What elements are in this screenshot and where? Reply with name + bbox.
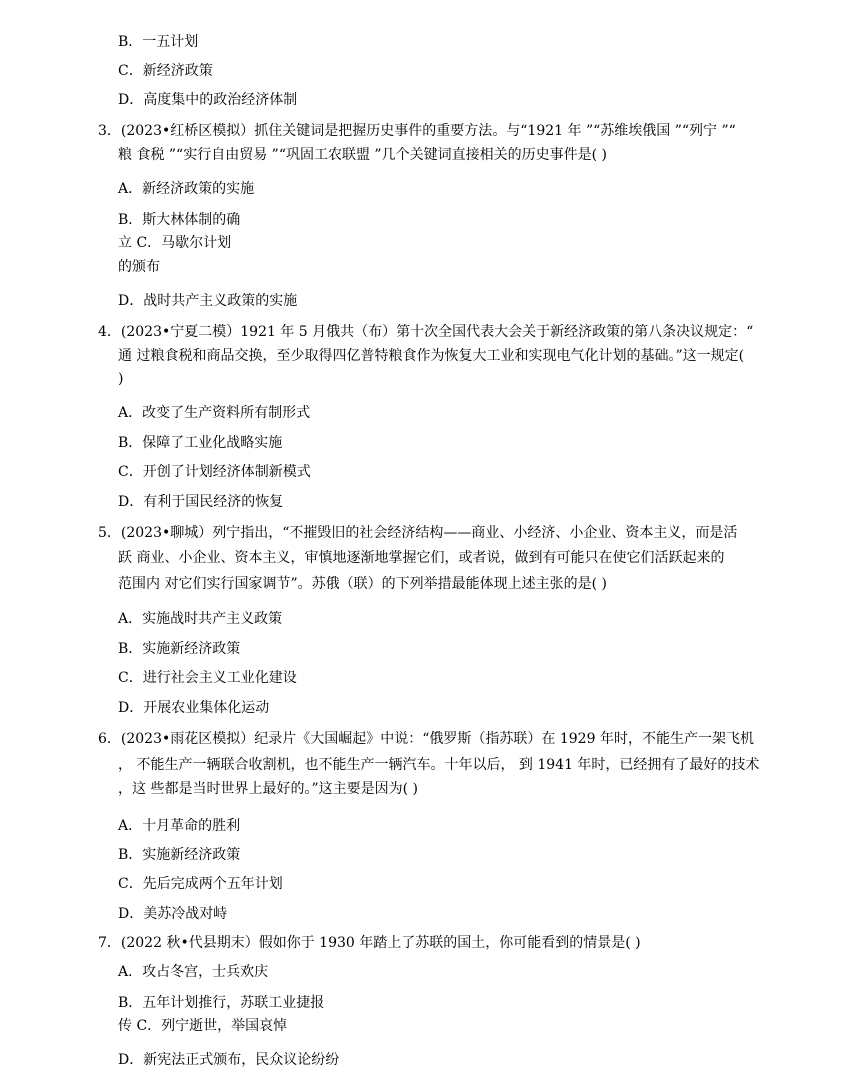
option-b: B．实施新经济政策	[118, 847, 241, 863]
option-b: B．五年计划推行，苏联工业捷报	[118, 995, 325, 1011]
question-3-stem-cont: 粮 食税 ”“实行自由贸易 ”“巩固工农联盟 ”几个关键词直接相关的历史事件是( )	[118, 147, 607, 163]
option-c: C．先后完成两个五年计划	[118, 876, 283, 892]
question-4-stem: 4．(2023•宁夏二模）1921 年 5 月俄共（布）第十次全国代表大会关于新经济政策的第八条决议规定：“	[98, 324, 754, 340]
option-a: A．攻占冬宫，士兵欢庆	[118, 964, 269, 980]
option-c: C．进行社会主义工业化建设	[118, 670, 297, 686]
option-b: B．斯大林体制的确	[118, 212, 241, 228]
question-6-stem-cont: ， 不能生产一辆联合收割机，也不能生产一辆汽车。十年以后， 到 1941 年时，已经拥有了最好的技术	[118, 757, 760, 773]
option-a: A．十月革命的胜利	[118, 818, 241, 834]
question-4-stem-cont: 通 过粮食税和商品交换，至少取得四亿普特粮食作为恢复大工业和实现电气化计划的基础。”这一规定(	[118, 348, 745, 364]
option-b-cont: 传 C．列宁逝世，举国哀悼	[118, 1018, 288, 1034]
option-a: A．实施战时共产主义政策	[118, 611, 283, 627]
question-5-stem: 5．(2023•聊城）列宁指出，“不摧毁旧的社会经济结构——商业、小经济、小企业、资本主义，而是活	[98, 525, 738, 541]
question-4-stem-cont: )	[118, 371, 124, 387]
option-c-cont: 的颁布	[118, 259, 160, 275]
option-d: D．新宪法正式颁布，民众议论纷纷	[118, 1052, 340, 1068]
option-b-cont: 立 C．马歇尔计划	[118, 235, 232, 251]
option-b: B．实施新经济政策	[118, 641, 241, 657]
option-d: D．高度集中的政治经济体制	[118, 92, 298, 108]
option-d: D．开展农业集体化运动	[118, 700, 270, 716]
question-6-stem-cont: ，这 些都是当时世界上最好的。”这主要是因为( )	[118, 781, 418, 797]
question-6-stem: 6．(2023•雨花区模拟）纪录片《大国崛起》中说：“俄罗斯（指苏联）在 1929 年时，不能生产一架飞机	[98, 731, 754, 747]
option-d: D．美苏冷战对峙	[118, 906, 228, 922]
option-a: A．改变了生产资料所有制形式	[118, 405, 311, 421]
question-3-stem: 3．(2023•红桥区模拟）抓住关键词是把握历史事件的重要方法。与“1921 年 ”“苏维埃俄国 ”“列宁 ”“	[98, 123, 736, 139]
option-b: B．一五计划	[118, 34, 199, 50]
option-c: C．开创了计划经济体制新模式	[118, 464, 311, 480]
question-5-stem-cont: 范围内 对它们实行国家调节”。苏俄（联）的下列举措最能体现上述主张的是( )	[118, 576, 607, 592]
option-b: B．保障了工业化战略实施	[118, 435, 283, 451]
option-a: A．新经济政策的实施	[118, 181, 255, 197]
option-c: C．新经济政策	[118, 63, 213, 79]
option-d: D．战时共产主义政策的实施	[118, 293, 298, 309]
question-5-stem-cont: 跃 商业、小企业、资本主义，审慎地逐渐地掌握它们，或者说，做到有可能只在使它们活跃起来的	[118, 550, 725, 566]
option-d: D．有利于国民经济的恢复	[118, 494, 284, 510]
question-7-stem: 7．(2022 秋•代县期末）假如你于 1930 年踏上了苏联的国土，你可能看到的情景是( )	[98, 935, 641, 951]
